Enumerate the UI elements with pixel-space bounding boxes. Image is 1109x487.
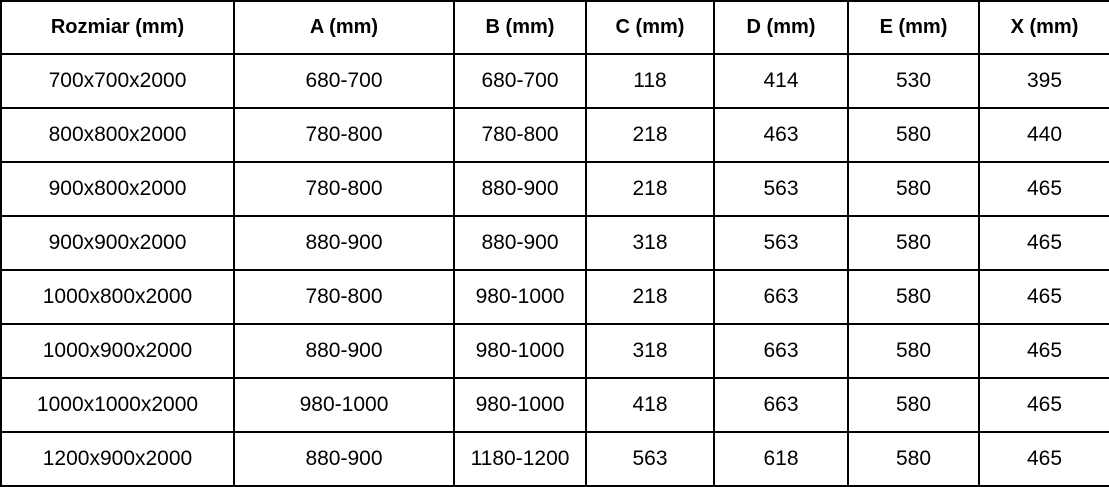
table-cell: 780-800: [234, 162, 454, 216]
table-cell: 395: [979, 54, 1109, 108]
table-cell: 980-1000: [454, 324, 586, 378]
table-cell: 1000x900x2000: [1, 324, 234, 378]
table-cell: 580: [848, 324, 979, 378]
table-cell: 530: [848, 54, 979, 108]
table-cell: 663: [714, 270, 848, 324]
table-row: [1, 162, 1109, 216]
table-cell: 663: [714, 378, 848, 432]
table-row: [1, 216, 1109, 270]
table-cell: 218: [586, 108, 714, 162]
table-cell: 900x900x2000: [1, 216, 234, 270]
table-cell: 880-900: [234, 432, 454, 486]
table-cell: 218: [586, 162, 714, 216]
col-header-c: C (mm): [586, 1, 714, 54]
table-cell: 465: [979, 270, 1109, 324]
table-cell: 414: [714, 54, 848, 108]
table-cell: 218: [586, 270, 714, 324]
table-cell: 463: [714, 108, 848, 162]
col-header-x: X (mm): [979, 1, 1109, 54]
table-cell: 700x700x2000: [1, 54, 234, 108]
table-cell: 800x800x2000: [1, 108, 234, 162]
table-cell: 465: [979, 432, 1109, 486]
table-cell: 580: [848, 216, 979, 270]
table-cell: 980-1000: [454, 270, 586, 324]
table-cell: 680-700: [234, 54, 454, 108]
table-cell: 563: [586, 432, 714, 486]
table-cell: 580: [848, 162, 979, 216]
table-cell: 1180-1200: [454, 432, 586, 486]
table-cell: 418: [586, 378, 714, 432]
table-body: [1, 54, 1109, 486]
col-header-e: E (mm): [848, 1, 979, 54]
col-header-d: D (mm): [714, 1, 848, 54]
table-cell: 780-800: [234, 108, 454, 162]
table-cell: 663: [714, 324, 848, 378]
table-cell: 580: [848, 108, 979, 162]
table-cell: 880-900: [454, 162, 586, 216]
table-cell: 465: [979, 324, 1109, 378]
table-row: [1, 324, 1109, 378]
table-cell: 118: [586, 54, 714, 108]
table-cell: 880-900: [454, 216, 586, 270]
table-cell: 618: [714, 432, 848, 486]
table-row: [1, 54, 1109, 108]
table-header: [1, 1, 1109, 54]
col-header-a: A (mm): [234, 1, 454, 54]
table-cell: 980-1000: [454, 378, 586, 432]
table-row: [1, 432, 1109, 486]
table-row: [1, 378, 1109, 432]
table-cell: 580: [848, 270, 979, 324]
table-header-row: [1, 1, 1109, 54]
table-cell: 1000x1000x2000: [1, 378, 234, 432]
table-cell: 580: [848, 378, 979, 432]
table-cell: 780-800: [454, 108, 586, 162]
table-cell: 880-900: [234, 216, 454, 270]
table-cell: 465: [979, 162, 1109, 216]
col-header-b: B (mm): [454, 1, 586, 54]
table-cell: 680-700: [454, 54, 586, 108]
table-row: [1, 108, 1109, 162]
table-row: [1, 270, 1109, 324]
table-cell: 465: [979, 216, 1109, 270]
table-cell: 780-800: [234, 270, 454, 324]
table-cell: 318: [586, 324, 714, 378]
table-cell: 1000x800x2000: [1, 270, 234, 324]
table-cell: 563: [714, 162, 848, 216]
table-cell: 440: [979, 108, 1109, 162]
table-cell: 900x800x2000: [1, 162, 234, 216]
table-cell: 1200x900x2000: [1, 432, 234, 486]
table-cell: 465: [979, 378, 1109, 432]
table-cell: 580: [848, 432, 979, 486]
col-header-rozmiar: Rozmiar (mm): [1, 1, 234, 54]
table-cell: 880-900: [234, 324, 454, 378]
table-cell: 318: [586, 216, 714, 270]
table-cell: 563: [714, 216, 848, 270]
table-cell: 980-1000: [234, 378, 454, 432]
